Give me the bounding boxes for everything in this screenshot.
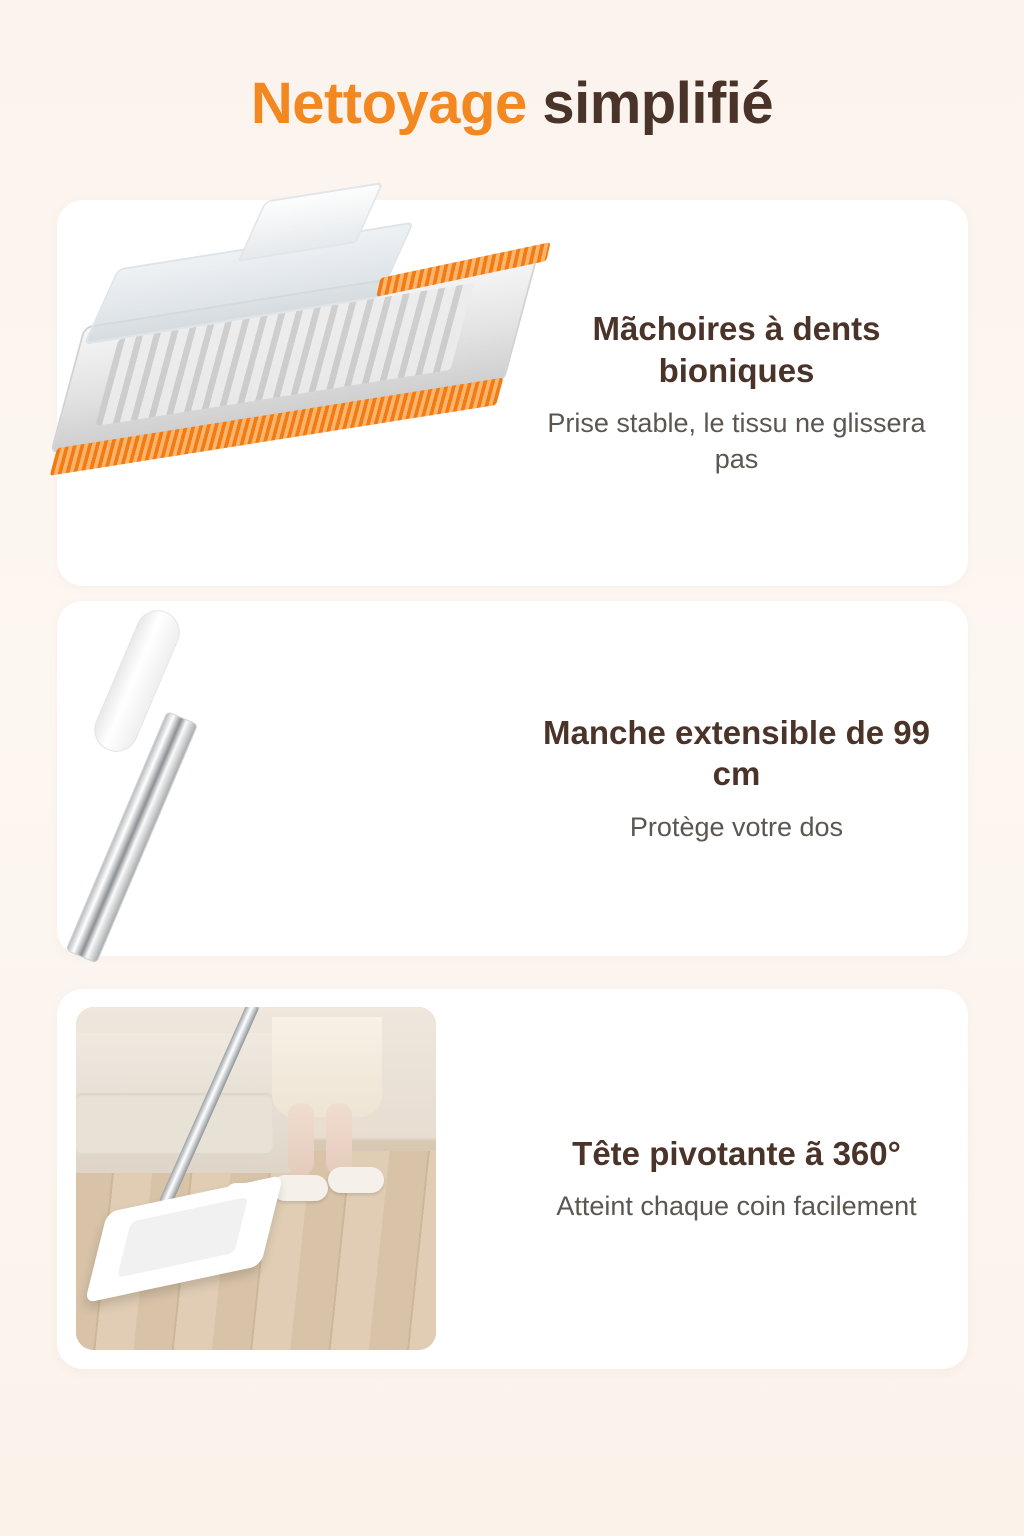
photo-person-leg-right — [326, 1103, 352, 1175]
photo-person-leg-left — [288, 1103, 314, 1175]
feature-card-bionic-teeth-jaws — [57, 200, 968, 586]
page-title-accent: Nettoyage — [250, 71, 527, 136]
feature-title: Manche extensible de 99 cm — [543, 714, 930, 793]
feature-text-block — [527, 308, 968, 477]
telescopic-handle-illustration — [57, 601, 527, 956]
handle-graphic — [57, 601, 527, 956]
photo-slipper-right — [328, 1167, 384, 1193]
page-title — [0, 0, 1024, 136]
feature-subtitle: Prise stable, le tissu ne glissera pas — [547, 407, 926, 475]
feature-card-swivel-head — [57, 989, 968, 1369]
feature-title: Tête pivotante ã 360° — [572, 1135, 901, 1173]
page-title-rest: simplifié — [526, 71, 774, 136]
mop-plate — [50, 255, 538, 454]
photo-person-skirt — [272, 1017, 382, 1117]
feature-card-extendable-handle — [57, 601, 968, 956]
mopping-floor-photo — [57, 989, 527, 1369]
feature-subtitle: Atteint chaque coin facilement — [556, 1191, 917, 1222]
photo-mop-pad — [117, 1197, 248, 1278]
feature-subtitle: Protège votre dos — [629, 811, 844, 842]
handle-pole — [65, 711, 198, 964]
mop-head-illustration — [57, 200, 527, 586]
photo-sofa-cushion — [76, 1093, 274, 1153]
photo-frame — [76, 1007, 436, 1350]
feature-title: Mãchoires à dents bioniques — [592, 310, 881, 389]
feature-text-block — [527, 712, 968, 845]
feature-text-block — [527, 1133, 968, 1225]
mop-head-graphic — [57, 250, 557, 540]
